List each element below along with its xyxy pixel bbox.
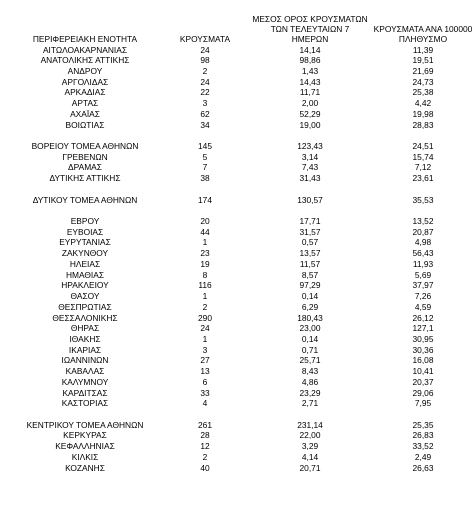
region-cell: ΚΕΡΚΥΡΑΣ	[63, 430, 107, 441]
region-cell: ΚΑΡΔΙΤΣΑΣ	[62, 387, 108, 398]
region-cell: ΚΑΣΤΟΡΙΑΣ	[61, 398, 109, 409]
region-cell: ΗΜΑΘΙΑΣ	[65, 269, 105, 280]
cases-cell: 3	[202, 98, 208, 109]
cases-cell: 34	[200, 119, 210, 130]
avg-7day-cell: 31,43	[299, 173, 321, 184]
region-cell: ΑΡΤΑΣ	[71, 98, 99, 109]
table-row	[0, 173, 476, 184]
avg-7day-cell: 14,43	[299, 76, 321, 87]
header-per100k-line2: ΠΛΗΘΥΣΜΟ	[398, 34, 448, 44]
table-row	[0, 377, 476, 388]
avg-7day-cell: 8,57	[301, 269, 319, 280]
region-cell: ΚΟΖΑΝΗΣ	[65, 462, 105, 473]
avg-7day-cell: 3,29	[301, 441, 319, 452]
header-avg-line1: ΜΕΣΟΣ ΟΡΟΣ ΚΡΟΥΣΜΑΤΩΝ	[252, 14, 368, 24]
header-region-label: ΠΕΡΙΦΕΡΕΙΑΚΗ ΕΝΟΤΗΤΑ	[32, 34, 138, 44]
avg-7day-cell: 3,14	[301, 151, 319, 162]
per-100k-cell: 29,06	[412, 387, 434, 398]
per-100k-cell: 7,12	[414, 162, 432, 173]
avg-7day-cell: 22,00	[299, 430, 321, 441]
cases-cell: 145	[198, 140, 212, 151]
region-cell: ΒΟΡΕΙΟΥ ΤΟΜΕΑ ΑΘΗΝΩΝ	[31, 140, 139, 151]
table-row	[0, 216, 476, 227]
cases-cell: 20	[200, 216, 210, 227]
table-row	[0, 195, 476, 206]
table-row	[0, 452, 476, 463]
region-cell: ΕΥΒΟΙΑΣ	[66, 226, 104, 237]
table-row	[0, 441, 476, 452]
table-row	[0, 237, 476, 248]
per-100k-cell: 16,08	[412, 355, 434, 366]
cases-cell: 7	[202, 162, 208, 173]
header-per100k-line1: ΚΡΟΥΣΜΑΤΑ ΑΝΑ 100000	[373, 24, 473, 34]
header-avg-line3: ΗΜΕΡΩΝ	[291, 34, 329, 44]
cases-cell: 2	[202, 65, 208, 76]
region-cell: ΘΕΣΣΑΛΟΝΙΚΗΣ	[52, 312, 118, 323]
avg-7day-cell: 0,14	[301, 333, 319, 344]
avg-7day-cell: 17,71	[299, 216, 321, 227]
cases-cell: 1	[202, 237, 208, 248]
region-cell: ΔΡΑΜΑΣ	[68, 162, 102, 173]
region-cell: ΚΑΛΥΜΝΟΥ	[61, 376, 109, 387]
avg-7day-cell: 0,57	[301, 237, 319, 248]
avg-7day-cell: 2,00	[301, 98, 319, 109]
table-row	[0, 109, 476, 120]
cases-cell: 24	[200, 323, 210, 334]
per-100k-cell: 13,52	[412, 216, 434, 227]
table-row	[0, 270, 476, 281]
per-100k-cell: 21,69	[412, 65, 434, 76]
avg-7day-cell: 25,71	[299, 355, 321, 366]
avg-7day-cell: 130,57	[297, 194, 323, 205]
table-row	[0, 162, 476, 173]
region-cell: ΘΑΣΟΥ	[70, 291, 100, 302]
region-cell: ΚΕΝΤΡΙΚΟΥ ΤΟΜΕΑ ΑΘΗΝΩΝ	[26, 419, 144, 430]
cases-cell: 3	[202, 344, 208, 355]
per-100k-cell: 7,95	[414, 398, 432, 409]
table-row	[0, 45, 476, 56]
avg-7day-cell: 31,57	[299, 226, 321, 237]
avg-7day-cell: 4,86	[301, 376, 319, 387]
per-100k-cell: 30,36	[412, 344, 434, 355]
per-100k-cell: 4,59	[414, 301, 432, 312]
cases-cell: 174	[198, 194, 212, 205]
cases-cell: 2	[202, 451, 208, 462]
table-row	[0, 98, 476, 109]
table-row	[0, 398, 476, 409]
avg-7day-cell: 11,71	[299, 87, 321, 98]
per-100k-cell: 26,63	[412, 462, 434, 473]
cases-cell: 13	[200, 366, 210, 377]
avg-7day-cell: 8,43	[301, 366, 319, 377]
table-row	[0, 388, 476, 399]
per-100k-cell: 127,1	[412, 323, 434, 334]
per-100k-cell: 4,42	[414, 98, 432, 109]
cases-cell: 5	[202, 151, 208, 162]
table-row	[0, 120, 476, 131]
region-cell: ΘΗΡΑΣ	[70, 323, 100, 334]
table-row	[0, 313, 476, 324]
region-cell: ΓΡΕΒΕΝΩΝ	[62, 151, 108, 162]
table-row	[0, 345, 476, 356]
table-row	[0, 355, 476, 366]
cases-cell: 6	[202, 376, 208, 387]
cases-cell: 22	[200, 87, 210, 98]
header-cases-label: ΚΡΟΥΣΜΑΤΑ	[179, 34, 231, 44]
spacer-row	[0, 130, 476, 141]
avg-7day-cell: 7,43	[301, 162, 319, 173]
region-cell: ΚΑΒΑΛΑΣ	[65, 366, 105, 377]
cases-cell: 28	[200, 430, 210, 441]
region-cell: ΔΥΤΙΚΗΣ ΑΤΤΙΚΗΣ	[49, 173, 121, 184]
region-cell: ΔΥΤΙΚΟΥ ΤΟΜΕΑ ΑΘΗΝΩΝ	[32, 194, 138, 205]
region-cell: ΕΥΡΥΤΑΝΙΑΣ	[59, 237, 111, 248]
cases-cell: 23	[200, 248, 210, 259]
region-cell: ΙΚΑΡΙΑΣ	[68, 344, 102, 355]
table-row	[0, 280, 476, 291]
per-100k-cell: 11,93	[412, 258, 434, 269]
per-100k-cell: 33,52	[412, 441, 434, 452]
avg-7day-cell: 11,57	[299, 258, 321, 269]
avg-7day-cell: 6,29	[301, 301, 319, 312]
region-cell: ΑΧΑΪΑΣ	[70, 108, 100, 119]
per-100k-cell: 28,83	[412, 119, 434, 130]
cases-cell: 62	[200, 108, 210, 119]
avg-7day-cell: 19,00	[299, 119, 321, 130]
per-100k-cell: 56,43	[412, 248, 434, 259]
table-row	[0, 302, 476, 313]
avg-7day-cell: 14,14	[299, 44, 321, 55]
header-avg	[250, 14, 370, 44]
avg-7day-cell: 23,00	[299, 323, 321, 334]
region-cell: ΙΘΑΚΗΣ	[69, 333, 101, 344]
region-cell: ΑΡΓΟΛΙΔΑΣ	[61, 76, 109, 87]
cases-cell: 38	[200, 173, 210, 184]
region-cell: ΒΟΙΩΤΙΑΣ	[65, 119, 105, 130]
spacer-row	[0, 409, 476, 420]
region-cell: ΑΝΔΡΟΥ	[67, 65, 103, 76]
table-row	[0, 463, 476, 474]
table-row	[0, 87, 476, 98]
cases-cell: 24	[200, 44, 210, 55]
per-100k-cell: 10,41	[412, 366, 434, 377]
per-100k-cell: 26,83	[412, 430, 434, 441]
per-100k-cell: 35,53	[412, 194, 434, 205]
header-per100k	[370, 24, 476, 44]
region-cell: ΙΩΑΝΝΙΝΩΝ	[61, 355, 109, 366]
cases-cell: 8	[202, 269, 208, 280]
region-cell: ΚΕΦΑΛΛΗΝΙΑΣ	[55, 441, 115, 452]
table-row	[0, 55, 476, 66]
avg-7day-cell: 231,14	[297, 419, 323, 430]
per-100k-cell: 24,51	[412, 140, 434, 151]
cases-cell: 261	[198, 419, 212, 430]
per-100k-cell: 23,61	[412, 173, 434, 184]
avg-7day-cell: 180,43	[297, 312, 323, 323]
cases-cell: 27	[200, 355, 210, 366]
region-cell: ΑΝΑΤΟΛΙΚΗΣ ΑΤΤΙΚΗΣ	[40, 55, 130, 66]
cases-cell: 40	[200, 462, 210, 473]
per-100k-cell: 4,98	[414, 237, 432, 248]
table-row	[0, 77, 476, 88]
avg-7day-cell: 0,14	[301, 291, 319, 302]
per-100k-cell: 11,39	[412, 44, 434, 55]
per-100k-cell: 30,95	[412, 333, 434, 344]
avg-7day-cell: 23,29	[299, 387, 321, 398]
per-100k-cell: 15,74	[412, 151, 434, 162]
per-100k-cell: 19,98	[412, 108, 434, 119]
table-row	[0, 248, 476, 259]
avg-7day-cell: 20,71	[299, 462, 321, 473]
per-100k-cell: 20,37	[412, 376, 434, 387]
table-row	[0, 420, 476, 431]
per-100k-cell: 24,73	[412, 76, 434, 87]
per-100k-cell: 5,69	[414, 269, 432, 280]
region-cell: ΗΛΕΙΑΣ	[69, 258, 101, 269]
spacer-row	[0, 184, 476, 195]
avg-7day-cell: 123,43	[297, 140, 323, 151]
avg-7day-cell: 13,57	[299, 248, 321, 259]
table-row	[0, 259, 476, 270]
cases-cell: 24	[200, 76, 210, 87]
per-100k-cell: 25,35	[412, 419, 434, 430]
table-row	[0, 66, 476, 77]
header-avg-line2: ΤΩΝ ΤΕΛΕΥΤΑΙΩΝ 7	[270, 24, 350, 34]
cases-cell: 290	[198, 312, 212, 323]
per-100k-cell: 7,26	[414, 291, 432, 302]
table-row	[0, 141, 476, 152]
avg-7day-cell: 97,29	[299, 280, 321, 291]
cases-cell: 1	[202, 291, 208, 302]
table-row	[0, 291, 476, 302]
cases-cell: 116	[198, 280, 212, 291]
per-100k-cell: 25,38	[412, 87, 434, 98]
region-cell: ΑΙΤΩΛΟΑΚΑΡΝΑΝΙΑΣ	[42, 44, 128, 55]
cases-cell: 12	[200, 441, 210, 452]
per-100k-cell: 26,12	[412, 312, 434, 323]
avg-7day-cell: 52,29	[299, 108, 321, 119]
avg-7day-cell: 4,14	[301, 451, 319, 462]
per-100k-cell: 20,87	[412, 226, 434, 237]
region-cell: ΗΡΑΚΛΕΙΟΥ	[61, 280, 109, 291]
per-100k-cell: 2,49	[414, 451, 432, 462]
cases-cell: 2	[202, 301, 208, 312]
region-cell: ΘΕΣΠΡΩΤΙΑΣ	[58, 301, 112, 312]
avg-7day-cell: 2,71	[301, 398, 319, 409]
region-cell: ΑΡΚΑΔΙΑΣ	[64, 87, 106, 98]
region-cell: ΕΒΡΟΥ	[70, 216, 100, 227]
per-100k-cell: 19,51	[412, 55, 434, 66]
table-row	[0, 334, 476, 345]
cases-cell: 4	[202, 398, 208, 409]
cases-cell: 98	[200, 55, 210, 66]
per-100k-cell: 37,97	[412, 280, 434, 291]
region-cell: ΚΙΛΚΙΣ	[71, 451, 99, 462]
table-row	[0, 323, 476, 334]
avg-7day-cell: 1,43	[301, 65, 319, 76]
table-row	[0, 152, 476, 163]
region-cell: ΖΑΚΥΝΘΟΥ	[61, 248, 109, 259]
spacer-row	[0, 205, 476, 216]
table-row	[0, 430, 476, 441]
cases-cell: 44	[200, 226, 210, 237]
cases-cell: 19	[200, 258, 210, 269]
cases-cell: 1	[202, 333, 208, 344]
cases-cell: 33	[200, 387, 210, 398]
table-row	[0, 227, 476, 238]
header-cases	[170, 34, 240, 44]
avg-7day-cell: 98,86	[299, 55, 321, 66]
header-region	[0, 34, 170, 44]
avg-7day-cell: 0,71	[301, 344, 319, 355]
table-row	[0, 366, 476, 377]
